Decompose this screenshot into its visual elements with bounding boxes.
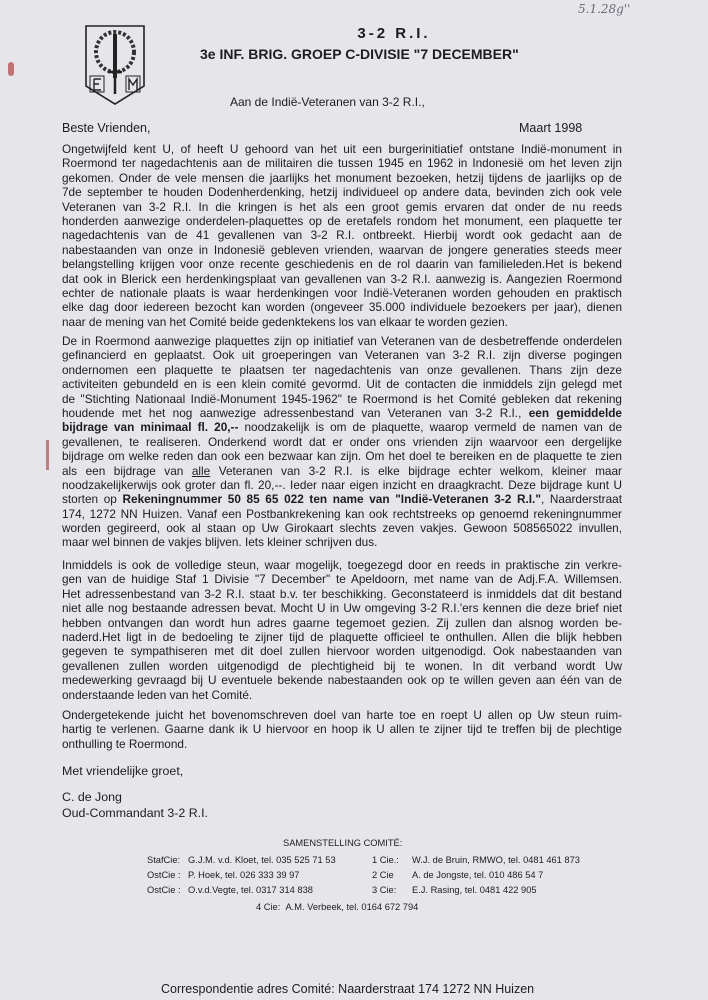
text-line: ondernomen een plaquette te plaatsen ter nagedachtenis van onze gevallenen. Thans zijn deze [62, 362, 622, 377]
committee-left [147, 853, 336, 898]
committee-member-name: G.J.M. v.d. Kloet, tel. 035 525 71 53 [188, 855, 336, 865]
committee-member [372, 883, 580, 898]
bold-text: Rekeningnummer 50 85 65 022 ten name van "Indië-Veteranen 3-2 R.I." [122, 492, 541, 507]
text-line: naderd.Het ligt in de bedoeling te zijner tijd de plaquette officieel te onthullen. Allen die blijk hebben [62, 629, 622, 644]
text-line: noodzakelijkerwijs ook groter dan fl. 20,--. Ieder naar eigen inzicht en draagkracht. Deze bijdrage kunt U [62, 477, 622, 492]
committee-role: 2 Cie [372, 870, 394, 880]
paragraph-2 [62, 334, 622, 550]
text-line: hebben ontvangen dan wordt hun adres gaarne tegemoet gezien. Zij zullen dan alsnog worden be- [62, 615, 622, 630]
text-line [62, 406, 622, 420]
text-line: gegeven te sympathiseren met dit doel zullen hiervoor worden uitgenodigd. Ook nabestaanden van [62, 644, 622, 659]
signature-title: Oud-Commandant 3-2 R.I. [62, 806, 208, 820]
text-line: Ondergetekende juicht het bovenomschreven doel van harte toe en roept U allen op Uw steun ruim- [62, 708, 622, 722]
committee-role: 1 Cie.: [372, 855, 399, 865]
ink-mark [8, 62, 14, 76]
text-line: niet alle nog bestaande adressen bevat. Mocht U in Uw omgeving 3-2 R.I.'ers kennen die deze brief niet [62, 601, 622, 616]
text-line: 7de september te houden Dodenherdenking, hetzij individueel op andere data, bevinden zich ook vele [62, 185, 622, 200]
text-line: gefinancierd en geplaatst. Ook uit groeperingen van Veteranen van 3-2 R.I. zijn diverse pogingen [62, 348, 622, 363]
text-line: medewerking gevraagd bij U eventuele bekende nabestaanden ook op te willen geven aan één van de [62, 673, 622, 688]
text-line: gekomen. Onder de vele mensen die jaarlijks het monument bezoeken, hetzij tijdens de jaarlijks op de [62, 170, 622, 185]
committee-member [147, 853, 336, 868]
addressee: Aan de Indië-Veteranen van 3-2 R.I., [230, 95, 425, 109]
handwritten-archive-number: 5.1.28g'' [578, 2, 631, 16]
text-line [62, 464, 622, 478]
text-line: activiteiten gebundeld en is een klein comité gevormd. Uit de contacten die inmiddels zijn gelegd met [62, 377, 622, 392]
committee-member-name: E.J. Rasing, tel. 0481 422 905 [412, 885, 537, 895]
text-line [62, 492, 622, 506]
unit-subtitle: 3e INF. BRIG. GROEP C-DIVISIE "7 DECEMBER" [200, 46, 519, 62]
text-line: Roermond ter nagedachtenis aan de militairen die tussen 1945 en 1962 in Indonesië om het leven zijn [62, 156, 622, 171]
committee-role: OstCie : [147, 870, 181, 880]
paragraph-4 [62, 708, 622, 751]
text-line: echter de nationale plaats is waar herdenkingen voor Indië-Veteranen worden gehouden en praktisch [62, 285, 622, 300]
text-line: Veteranen van 3-2 R.I. In die kringen is het als een groot gemis ervaren dat onder de nu reeds [62, 199, 622, 214]
text-line: Het adressenbestand van 3-2 R.I. staat b.v. ter beschikking. Geconstateerd is inmiddels dat dit bestand [62, 586, 622, 601]
text-line: nabestaanden van onze in Indonesië gebleven vrienden, waarvan de jongere generaties steeds meer [62, 242, 622, 257]
text-line [62, 420, 622, 434]
text-line: Inmiddels is ook de volledige steun, waar mogelijk, toegezegd door en reeds in praktische zin verkre- [62, 558, 622, 572]
text-line: onderstaande leden van het Comité. [62, 687, 253, 702]
ink-mark [46, 440, 49, 470]
committee-right [372, 853, 580, 898]
committee-role: 3 Cie: [372, 885, 397, 895]
text-line: belangstelling krijgen voor onze recente geschiedenis en de rol daarin van familieleden.Het is bekend [62, 257, 622, 272]
text-line: honderden aanwezige onderdelen-plaquettes op de eretafels rondom het monument, een plaquette ter [62, 213, 622, 228]
committee-member-name: O.v.d.Vegte, tel. 0317 314 838 [188, 885, 313, 895]
text-segment: Veteranen van 3-2 R.I. is elke bijdrage echter welkom, kleiner maar [210, 463, 622, 478]
committee-member [372, 868, 580, 883]
unit-title: 3-2 R.I. [357, 25, 431, 42]
paragraph-3 [62, 558, 622, 702]
committee-member [372, 853, 580, 868]
text-line: 174, 1272 NN Huizen. Vanaf een Postbankrekening kan ook rechtstreeks op genoemd rekeningnummer [62, 506, 622, 521]
text-line: nagedachtenis van de 41 gevallenen van 3-2 R.I. ontbreekt. Hierbij wordt ook gedacht aan de [62, 228, 622, 243]
text-segment: storten op [62, 492, 123, 507]
closing: Met vriendelijke groet, [62, 764, 184, 778]
text-line: dat ook in Blerick een herdenkingsplaat van gevallenen van 3-2 R.I. aanwezig is. Aangezien Roermond [62, 271, 622, 286]
text-segment: , Naarderstraat [540, 492, 622, 507]
text-line: naar de mening van het Comité beide gedenktekens los van elkaar te worden gezien. [62, 314, 508, 329]
salutation: Beste Vrienden, [62, 121, 151, 135]
signature-name: C. de Jong [62, 790, 122, 804]
committee-member-name: W.J. de Bruin, RMWO, tel. 0481 461 873 [412, 855, 580, 865]
text-line: maar wel binnen de vakjes blijven. Iets kleiner schrijven dus. [62, 535, 378, 550]
correspondence-address: Correspondentie adres Comité: Naarderstraat 174 1272 NN Huizen [161, 982, 535, 996]
text-line: worden gegireerd, ook al staan op Uw Girokaart slechts zeven vakjes. Gewoon 508565022 invullen, [62, 521, 622, 536]
text-line: bijdrage om welke reden dan ook een bezwaar kan zijn. Om het doel te bereiken en de plaquette te zien [62, 449, 622, 464]
text-line: hartig te verlenen. Gaarne dank ik U hiervoor en hoop ik U allen te zijner tijd te treffen bij de plechtige [62, 722, 622, 737]
committee-member-name: P. Hoek, tel. 026 333 39 97 [188, 870, 300, 880]
text-line: gen van de huidige Staf 1 Divisie "7 December" te Apeldoorn, met name van de Adj.F.A. Willemsen. [62, 572, 622, 587]
paragraph-1 [62, 142, 622, 329]
text-segment: als een bijdrage van [62, 463, 192, 478]
text-line: Ongetwijfeld kent U, of heeft U gehoord van het uit een burgerinitiatief ontstane Indië-monument in [62, 142, 622, 156]
committee-heading: SAMENSTELLING COMITÉ: [283, 838, 403, 848]
committee-role: OstCie : [147, 885, 181, 895]
committee-member [256, 900, 418, 915]
committee-member-name: A.M. Verbeek, tel. 0164 672 794 [285, 902, 419, 912]
bold-text: een gemiddelde [528, 405, 622, 420]
underlined-text: alle [191, 463, 211, 478]
text-line: elke dag door iedereen bezocht kan worden (ongeveer 35.000 individuele bezoekers per jaar), dienen [62, 300, 622, 315]
text-segment: houdende met het nog aanwezige adressenbestand van Veteranen van 3-2 R.I., [62, 405, 529, 420]
committee-role: 4 Cie: [256, 902, 281, 912]
committee-member-name: A. de Jongste, tel. 010 486 54 7 [412, 870, 544, 880]
committee-role: StafCie: [147, 855, 181, 865]
committee-member [147, 868, 336, 883]
text-line: De in Roermond aanwezige plaquettes zijn op initiatief van Veteranen van de desbetreffende onderdelen [62, 334, 622, 348]
text-line: onthulling te Roermond. [62, 736, 188, 751]
bold-text: bijdrage van minimaal fl. 20,-- [62, 420, 239, 435]
text-line: gevallenen zullen worden uitgenodigd de plechtigheid bij te wonen. In dit verband wordt Uw [62, 658, 622, 673]
text-line: de "Stichting Nationaal Indië-Monument 1945-1962" te Roermond is het Comité gebleken dat rekening [62, 391, 622, 406]
letter-date: Maart 1998 [519, 121, 583, 135]
text-line: gevallenen, te realiseren. Onderkend wordt dat er onder ons vrienden zijn waarvoor een dergelijke [62, 434, 622, 449]
text-segment: noodzakelijk is om de plaquette, waarop vermeld de namen van de [238, 420, 623, 435]
committee-member [147, 883, 336, 898]
